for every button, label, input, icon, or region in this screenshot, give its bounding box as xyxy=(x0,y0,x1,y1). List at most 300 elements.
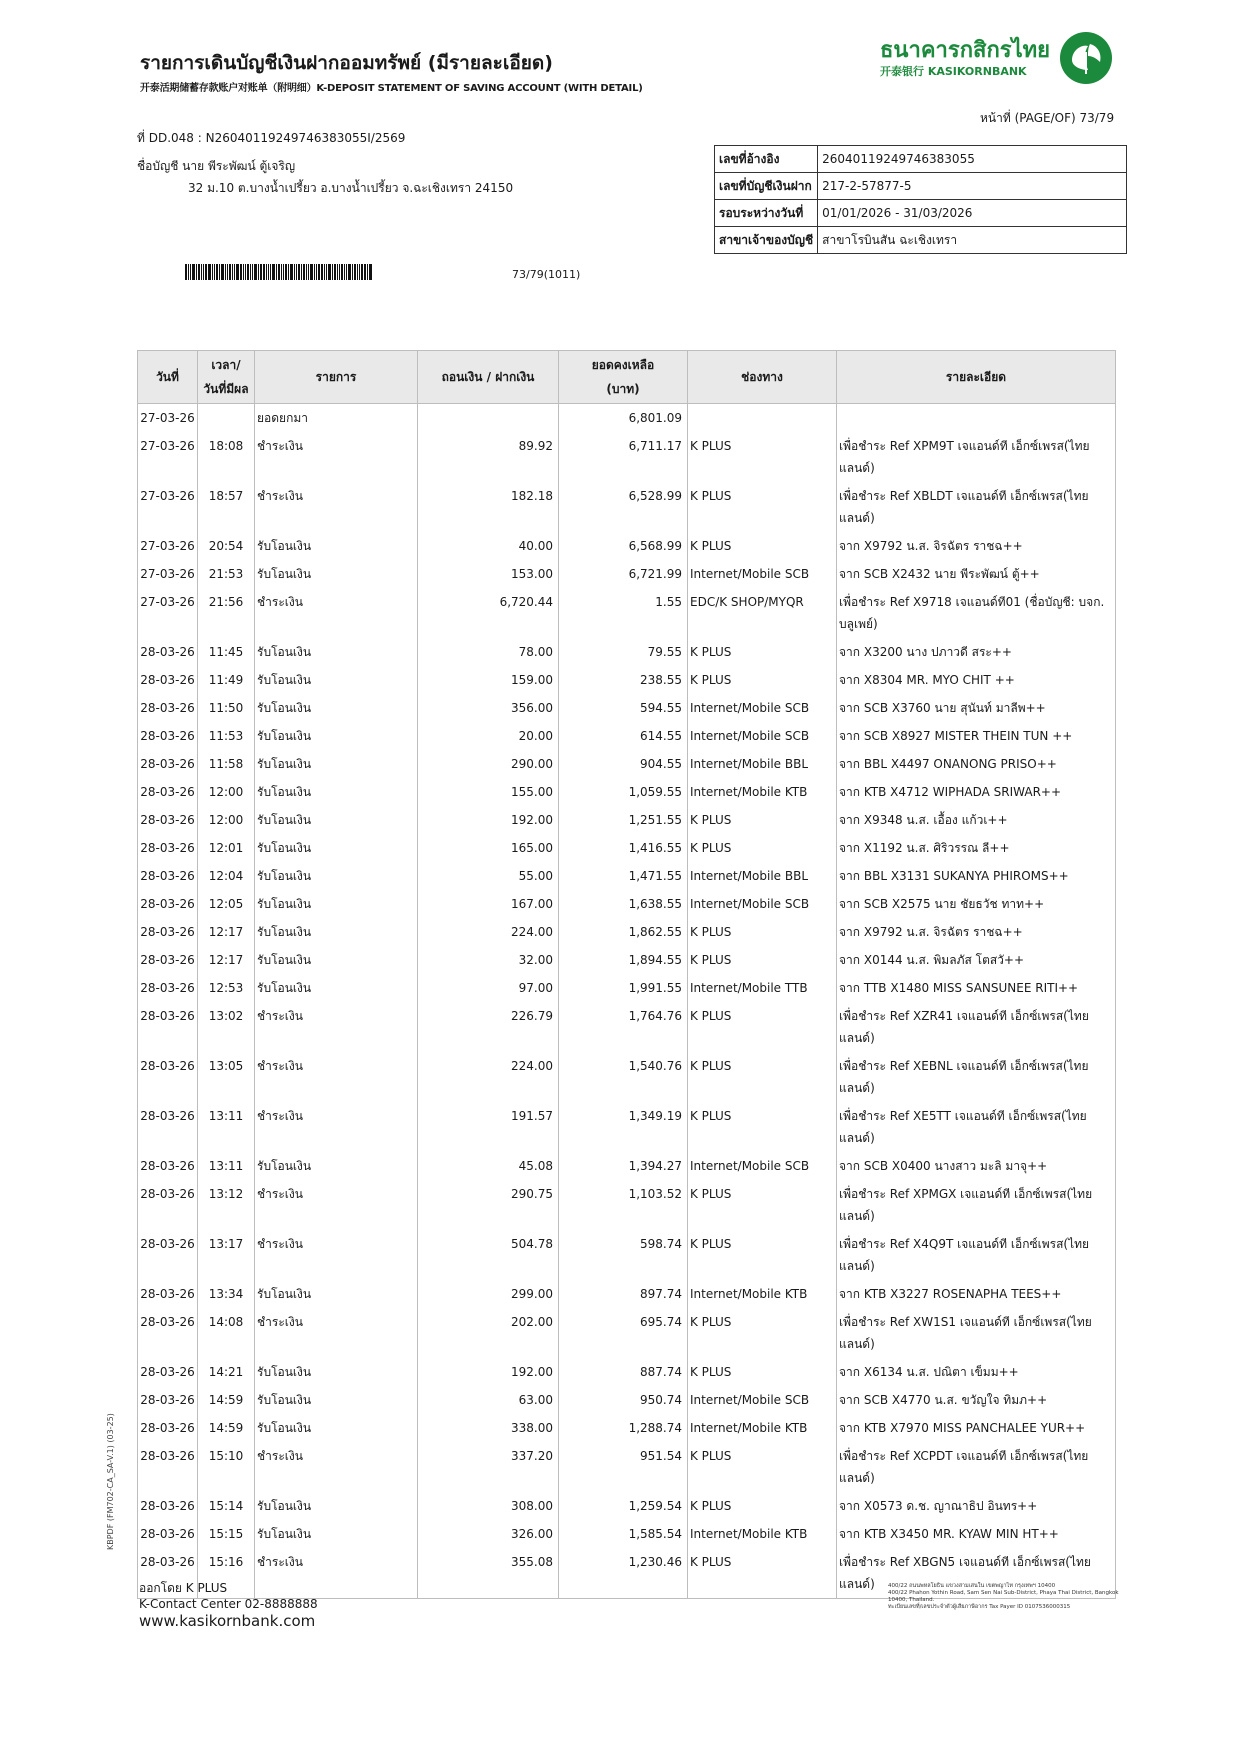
kbank-emblem-icon xyxy=(1058,30,1114,86)
table-row xyxy=(138,666,1116,694)
cell-description: ชำระเงิน xyxy=(255,1180,418,1230)
cell-channel: K PLUS xyxy=(688,806,837,834)
cell-detail: เพื่อชำระ Ref XZR41 เจแอนด์ที เอ็กซ์เพรส(ไทย แลนด์) xyxy=(837,1002,1116,1052)
cell-detail xyxy=(837,404,1116,433)
table-row xyxy=(138,946,1116,974)
cell-channel: Internet/Mobile SCB xyxy=(688,1386,837,1414)
cell-amount: 338.00 xyxy=(418,1414,559,1442)
cell-time: 15:14 xyxy=(198,1492,255,1520)
cell-description: รับโอนเงิน xyxy=(255,560,418,588)
cell-balance: 1,471.55 xyxy=(559,862,688,890)
cell-channel: Internet/Mobile TTB xyxy=(688,974,837,1002)
cell-date: 28-03-26 xyxy=(138,1414,198,1442)
cell-detail: จาก BBL X3131 SUKANYA PHIROMS++ xyxy=(837,862,1116,890)
cell-date: 28-03-26 xyxy=(138,638,198,666)
cell-detail: จาก X0573 ด.ช. ญาณาธิป อินทร++ xyxy=(837,1492,1116,1520)
cell-description: รับโอนเงิน xyxy=(255,1280,418,1308)
table-row xyxy=(138,1152,1116,1180)
table-row xyxy=(138,1358,1116,1386)
barcode-label: 73/79(1011) xyxy=(512,268,581,281)
info-value: สาขาโรบินสัน ฉะเชิงเทรา xyxy=(818,227,1127,254)
cell-description: รับโอนเงิน xyxy=(255,918,418,946)
cell-date: 28-03-26 xyxy=(138,666,198,694)
statement-title: รายการเดินบัญชีเงินฝากออมทรัพย์ (มีรายละเอียด) xyxy=(140,52,553,74)
cell-amount: 153.00 xyxy=(418,560,559,588)
cell-balance: 1,540.76 xyxy=(559,1052,688,1102)
cell-detail: เพื่อชำระ Ref X4Q9T เจแอนด์ที เอ็กซ์เพรส(ไทย แลนด์) xyxy=(837,1230,1116,1280)
cell-amount: 191.57 xyxy=(418,1102,559,1152)
cell-date: 28-03-26 xyxy=(138,1280,198,1308)
cell-amount: 159.00 xyxy=(418,666,559,694)
cell-balance: 695.74 xyxy=(559,1308,688,1358)
cell-channel: K PLUS xyxy=(688,1052,837,1102)
cell-channel: K PLUS xyxy=(688,918,837,946)
account-address: 32 ม.10 ต.บางน้ำเปรี้ยว อ.บางน้ำเปรี้ยว จ.ฉะเชิงเทรา 24150 xyxy=(188,181,514,195)
cell-channel: K PLUS xyxy=(688,946,837,974)
cell-balance: 1.55 xyxy=(559,588,688,638)
cell-amount: 6,720.44 xyxy=(418,588,559,638)
cell-detail: จาก SCB X0400 นางสาว มะลิ มาจุ++ xyxy=(837,1152,1116,1180)
cell-balance: 951.54 xyxy=(559,1442,688,1492)
cell-date: 28-03-26 xyxy=(138,974,198,1002)
cell-time: 13:17 xyxy=(198,1230,255,1280)
cell-amount: 192.00 xyxy=(418,1358,559,1386)
cell-balance: 1,991.55 xyxy=(559,974,688,1002)
cell-channel: Internet/Mobile SCB xyxy=(688,1152,837,1180)
cell-balance: 1,894.55 xyxy=(559,946,688,974)
cell-description: รับโอนเงิน xyxy=(255,750,418,778)
cell-description: ชำระเงิน xyxy=(255,588,418,638)
cell-detail: จาก KTB X7970 MISS PANCHALEE YUR++ xyxy=(837,1414,1116,1442)
cell-amount: 504.78 xyxy=(418,1230,559,1280)
cell-description: ชำระเงิน xyxy=(255,482,418,532)
cell-time: 15:15 xyxy=(198,1520,255,1548)
cell-time: 13:12 xyxy=(198,1180,255,1230)
cell-balance: 904.55 xyxy=(559,750,688,778)
table-row xyxy=(138,532,1116,560)
cell-amount: 40.00 xyxy=(418,532,559,560)
table-row xyxy=(138,1230,1116,1280)
table-row xyxy=(138,722,1116,750)
cell-balance: 1,230.46 xyxy=(559,1548,688,1599)
cell-date: 28-03-26 xyxy=(138,834,198,862)
cell-description: ชำระเงิน xyxy=(255,1002,418,1052)
cell-time: 12:17 xyxy=(198,918,255,946)
table-row xyxy=(138,482,1116,532)
cell-detail: จาก SCB X8927 MISTER THEIN TUN ++ xyxy=(837,722,1116,750)
transactions-table xyxy=(137,350,1116,1599)
table-row xyxy=(138,1386,1116,1414)
account-info-table xyxy=(714,145,1127,254)
info-value: 217-2-57877-5 xyxy=(818,173,1127,200)
bank-website-link[interactable]: www.kasikornbank.com xyxy=(139,1612,316,1630)
table-row xyxy=(138,588,1116,638)
cell-time: 14:08 xyxy=(198,1308,255,1358)
cell-amount: 182.18 xyxy=(418,482,559,532)
cell-detail: เพื่อชำระ Ref XE5TT เจแอนด์ที เอ็กซ์เพรส(ไทย แลนด์) xyxy=(837,1102,1116,1152)
cell-amount: 32.00 xyxy=(418,946,559,974)
cell-time: 12:01 xyxy=(198,834,255,862)
cell-description: รับโอนเงิน xyxy=(255,806,418,834)
cell-balance: 1,394.27 xyxy=(559,1152,688,1180)
cell-balance: 1,103.52 xyxy=(559,1180,688,1230)
issued-by xyxy=(139,1580,318,1612)
table-row xyxy=(138,890,1116,918)
info-row xyxy=(715,200,1127,227)
cell-detail: จาก X6134 น.ส. ปณิตา เข็มม++ xyxy=(837,1358,1116,1386)
cell-channel: K PLUS xyxy=(688,1102,837,1152)
cell-channel: Internet/Mobile BBL xyxy=(688,862,837,890)
cell-amount: 337.20 xyxy=(418,1442,559,1492)
cell-description: ชำระเงิน xyxy=(255,1102,418,1152)
cell-detail: จาก KTB X3227 ROSENAPHA TEES++ xyxy=(837,1280,1116,1308)
cell-channel: K PLUS xyxy=(688,834,837,862)
cell-balance: 1,349.19 xyxy=(559,1102,688,1152)
cell-detail: จาก X9792 น.ส. จิรฉัตร ราชฉ++ xyxy=(837,532,1116,560)
table-row xyxy=(138,834,1116,862)
cell-time: 18:57 xyxy=(198,482,255,532)
cell-balance: 594.55 xyxy=(559,694,688,722)
cell-date: 28-03-26 xyxy=(138,722,198,750)
cell-channel: K PLUS xyxy=(688,532,837,560)
cell-date: 27-03-26 xyxy=(138,432,198,482)
cell-balance: 1,259.54 xyxy=(559,1492,688,1520)
cell-description: ชำระเงิน xyxy=(255,1052,418,1102)
cell-time: 15:16 xyxy=(198,1548,255,1599)
info-label: เลขที่อ้างอิง xyxy=(715,146,818,173)
cell-time: 14:21 xyxy=(198,1358,255,1386)
cell-time: 12:04 xyxy=(198,862,255,890)
cell-channel: Internet/Mobile KTB xyxy=(688,778,837,806)
cell-detail: จาก X0144 น.ส. พิมลภัส โตสวั++ xyxy=(837,946,1116,974)
table-row xyxy=(138,806,1116,834)
cell-amount: 356.00 xyxy=(418,694,559,722)
cell-channel: K PLUS xyxy=(688,482,837,532)
cell-time: 21:56 xyxy=(198,588,255,638)
cell-date: 28-03-26 xyxy=(138,918,198,946)
table-row xyxy=(138,1002,1116,1052)
cell-time: 13:05 xyxy=(198,1052,255,1102)
cell-date: 28-03-26 xyxy=(138,1358,198,1386)
cell-detail: เพื่อชำระ Ref XW1S1 เจแอนด์ที เอ็กซ์เพรส(ไทย แลนด์) xyxy=(837,1308,1116,1358)
cell-date: 28-03-26 xyxy=(138,1102,198,1152)
cell-date: 28-03-26 xyxy=(138,1442,198,1492)
cell-date: 28-03-26 xyxy=(138,1052,198,1102)
cell-description: ชำระเงิน xyxy=(255,1230,418,1280)
table-row xyxy=(138,432,1116,482)
cell-balance: 238.55 xyxy=(559,666,688,694)
cell-description: รับโอนเงิน xyxy=(255,666,418,694)
account-name: ชื่อบัญชี นาย พีระพัฒน์ ตู้เจริญ xyxy=(137,159,296,173)
cell-time: 21:53 xyxy=(198,560,255,588)
cell-balance: 1,251.55 xyxy=(559,806,688,834)
col-header-description: รายการ xyxy=(255,351,418,404)
info-label: รอบระหว่างวันที่ xyxy=(715,200,818,227)
cell-balance: 6,711.17 xyxy=(559,432,688,482)
cell-description: รับโอนเงิน xyxy=(255,694,418,722)
table-row xyxy=(138,1280,1116,1308)
info-row xyxy=(715,227,1127,254)
cell-channel: Internet/Mobile BBL xyxy=(688,750,837,778)
cell-description: รับโอนเงิน xyxy=(255,778,418,806)
cell-channel: K PLUS xyxy=(688,1002,837,1052)
bank-name-english: 开泰银行 KASIKORNBANK xyxy=(880,65,1027,78)
cell-date: 28-03-26 xyxy=(138,1520,198,1548)
table-row xyxy=(138,1052,1116,1102)
table-row xyxy=(138,974,1116,1002)
col-header-detail: รายละเอียด xyxy=(837,351,1116,404)
cell-channel: K PLUS xyxy=(688,638,837,666)
cell-description: ชำระเงิน xyxy=(255,1442,418,1492)
cell-amount: 226.79 xyxy=(418,1002,559,1052)
cell-date: 28-03-26 xyxy=(138,1386,198,1414)
table-row xyxy=(138,1308,1116,1358)
issued-by-label: ออกโดย K PLUS xyxy=(139,1581,228,1595)
cell-amount: 20.00 xyxy=(418,722,559,750)
cell-balance: 1,585.54 xyxy=(559,1520,688,1548)
cell-amount xyxy=(418,404,559,433)
cell-date: 28-03-26 xyxy=(138,1180,198,1230)
cell-channel: K PLUS xyxy=(688,1548,837,1599)
cell-detail: จาก BBL X4497 ONANONG PRISO++ xyxy=(837,750,1116,778)
cell-date: 28-03-26 xyxy=(138,1548,198,1599)
bank-address-fineprint: 400/22 ถนนพหลโยธิน แขวงสามเสนใน เขตพญาไท กรุงเทพฯ 10400 400/22 Phahon Yothin Road, Sam Sen Nai Sub-District, Phaya Thai District, Bangkok 10400, Thailand. ทะเบียนเลขที่/เลขประจำตัวผู้เสียภาษีอากร Tax Payer ID 0107536000315 xyxy=(888,1583,1119,1610)
cell-time: 11:45 xyxy=(198,638,255,666)
cell-time: 11:49 xyxy=(198,666,255,694)
cell-date: 28-03-26 xyxy=(138,1152,198,1180)
cell-description: รับโอนเงิน xyxy=(255,1386,418,1414)
cell-description: รับโอนเงิน xyxy=(255,1492,418,1520)
cell-detail: จาก SCB X2432 นาย พีระพัฒน์ ตู้++ xyxy=(837,560,1116,588)
cell-date: 27-03-26 xyxy=(138,532,198,560)
cell-channel: K PLUS xyxy=(688,1492,837,1520)
cell-date: 28-03-26 xyxy=(138,778,198,806)
table-row xyxy=(138,1102,1116,1152)
cell-description: รับโอนเงิน xyxy=(255,1152,418,1180)
cell-amount: 290.00 xyxy=(418,750,559,778)
bank-logo xyxy=(880,30,1120,86)
cell-balance: 6,528.99 xyxy=(559,482,688,532)
cell-balance: 1,059.55 xyxy=(559,778,688,806)
cell-description: ชำระเงิน xyxy=(255,1548,418,1599)
cell-channel: Internet/Mobile KTB xyxy=(688,1520,837,1548)
table-header-row xyxy=(138,351,1116,404)
form-code: KBPDF (FM702-CA_SA-V.1) (03-25) xyxy=(106,1413,115,1550)
table-row xyxy=(138,918,1116,946)
cell-amount: 308.00 xyxy=(418,1492,559,1520)
cell-date: 28-03-26 xyxy=(138,946,198,974)
info-row xyxy=(715,173,1127,200)
cell-date: 27-03-26 xyxy=(138,588,198,638)
cell-balance: 887.74 xyxy=(559,1358,688,1386)
cell-channel: Internet/Mobile SCB xyxy=(688,722,837,750)
cell-date: 28-03-26 xyxy=(138,1492,198,1520)
cell-amount: 78.00 xyxy=(418,638,559,666)
table-row xyxy=(138,1520,1116,1548)
cell-amount: 355.08 xyxy=(418,1548,559,1599)
cell-balance: 6,801.09 xyxy=(559,404,688,433)
table-row xyxy=(138,560,1116,588)
cell-time: 13:11 xyxy=(198,1152,255,1180)
contact-center: K-Contact Center 02-8888888 xyxy=(139,1597,318,1611)
cell-time: 11:58 xyxy=(198,750,255,778)
table-row xyxy=(138,1414,1116,1442)
cell-detail: เพื่อชำระ Ref XBLDT เจแอนด์ที เอ็กซ์เพรส(ไทย แลนด์) xyxy=(837,482,1116,532)
cell-amount: 97.00 xyxy=(418,974,559,1002)
cell-description: รับโอนเงิน xyxy=(255,532,418,560)
table-row xyxy=(138,862,1116,890)
cell-balance: 1,416.55 xyxy=(559,834,688,862)
cell-amount: 224.00 xyxy=(418,918,559,946)
cell-balance: 1,638.55 xyxy=(559,890,688,918)
info-value: 26040119249746383055 xyxy=(818,146,1127,173)
cell-amount: 45.08 xyxy=(418,1152,559,1180)
bank-name-thai: ธนาคารกสิกรไทย xyxy=(880,38,1051,63)
cell-description: รับโอนเงิน xyxy=(255,890,418,918)
cell-amount: 192.00 xyxy=(418,806,559,834)
cell-detail: จาก X3200 นาง ปภาวดี สระ++ xyxy=(837,638,1116,666)
cell-amount: 202.00 xyxy=(418,1308,559,1358)
cell-description: ยอดยกมา xyxy=(255,404,418,433)
cell-time: 18:08 xyxy=(198,432,255,482)
cell-channel: Internet/Mobile SCB xyxy=(688,890,837,918)
cell-date: 27-03-26 xyxy=(138,404,198,433)
cell-date: 28-03-26 xyxy=(138,750,198,778)
cell-balance: 1,764.76 xyxy=(559,1002,688,1052)
cell-balance: 897.74 xyxy=(559,1280,688,1308)
cell-detail: จาก X1192 น.ส. ศิริวรรณ ลี++ xyxy=(837,834,1116,862)
cell-channel: K PLUS xyxy=(688,1230,837,1280)
cell-description: ชำระเงิน xyxy=(255,1308,418,1358)
cell-detail: เพื่อชำระ Ref XCPDT เจแอนด์ที เอ็กซ์เพรส(ไทย แลนด์) xyxy=(837,1442,1116,1492)
cell-description: รับโอนเงิน xyxy=(255,1414,418,1442)
cell-amount: 63.00 xyxy=(418,1386,559,1414)
table-row xyxy=(138,1180,1116,1230)
cell-date: 28-03-26 xyxy=(138,1230,198,1280)
cell-description: รับโอนเงิน xyxy=(255,974,418,1002)
cell-channel: K PLUS xyxy=(688,1180,837,1230)
col-header-balance: ยอดคงเหลือ (บาท) xyxy=(559,351,688,404)
cell-channel: Internet/Mobile SCB xyxy=(688,560,837,588)
cell-channel: K PLUS xyxy=(688,1442,837,1492)
cell-detail: จาก X9348 น.ส. เอื้อง แก้วเ++ xyxy=(837,806,1116,834)
cell-date: 28-03-26 xyxy=(138,1308,198,1358)
cell-time: 12:00 xyxy=(198,778,255,806)
cell-time xyxy=(198,404,255,433)
cell-channel: K PLUS xyxy=(688,1358,837,1386)
cell-time: 11:53 xyxy=(198,722,255,750)
cell-date: 28-03-26 xyxy=(138,862,198,890)
cell-channel: K PLUS xyxy=(688,1308,837,1358)
cell-time: 12:00 xyxy=(198,806,255,834)
table-row xyxy=(138,404,1116,433)
cell-detail: เพื่อชำระ Ref XEBNL เจแอนด์ที เอ็กซ์เพรส(ไทย แลนด์) xyxy=(837,1052,1116,1102)
info-row xyxy=(715,146,1127,173)
cell-date: 27-03-26 xyxy=(138,560,198,588)
cell-detail: จาก SCB X2575 นาย ชัยธวัช ทาท++ xyxy=(837,890,1116,918)
cell-amount: 155.00 xyxy=(418,778,559,806)
cell-channel: Internet/Mobile SCB xyxy=(688,694,837,722)
cell-amount: 224.00 xyxy=(418,1052,559,1102)
cell-time: 12:53 xyxy=(198,974,255,1002)
table-row xyxy=(138,1492,1116,1520)
cell-description: รับโอนเงิน xyxy=(255,1520,418,1548)
cell-balance: 950.74 xyxy=(559,1386,688,1414)
cell-amount: 89.92 xyxy=(418,432,559,482)
cell-detail: จาก SCB X4770 น.ส. ขวัญใจ ทิมภ++ xyxy=(837,1386,1116,1414)
cell-date: 28-03-26 xyxy=(138,890,198,918)
cell-channel: EDC/K SHOP/MYQR xyxy=(688,588,837,638)
cell-time: 11:50 xyxy=(198,694,255,722)
table-row xyxy=(138,778,1116,806)
cell-balance: 6,721.99 xyxy=(559,560,688,588)
document-reference: ที่ DD.048 : N26040119249746383055I/2569 xyxy=(137,131,406,145)
cell-detail: เพื่อชำระ Ref XPMGX เจแอนด์ที เอ็กซ์เพรส(ไทย แลนด์) xyxy=(837,1180,1116,1230)
cell-description: รับโอนเงิน xyxy=(255,862,418,890)
cell-time: 12:17 xyxy=(198,946,255,974)
cell-time: 13:02 xyxy=(198,1002,255,1052)
info-value: 01/01/2026 - 31/03/2026 xyxy=(818,200,1127,227)
cell-amount: 290.75 xyxy=(418,1180,559,1230)
cell-time: 14:59 xyxy=(198,1414,255,1442)
cell-detail: จาก TTB X1480 MISS SANSUNEE RITI++ xyxy=(837,974,1116,1002)
cell-time: 20:54 xyxy=(198,532,255,560)
cell-description: รับโอนเงิน xyxy=(255,834,418,862)
col-header-amount: ถอนเงิน / ฝากเงิน xyxy=(418,351,559,404)
cell-balance: 6,568.99 xyxy=(559,532,688,560)
cell-date: 28-03-26 xyxy=(138,1002,198,1052)
cell-description: ชำระเงิน xyxy=(255,432,418,482)
cell-detail: จาก X8304 MR. MYO CHIT ++ xyxy=(837,666,1116,694)
cell-balance: 1,862.55 xyxy=(559,918,688,946)
statement-subtitle: 开泰活期储蓄存款账户对账单（附明细）K-DEPOSIT STATEMENT OF SAVING ACCOUNT (WITH DETAIL) xyxy=(140,83,643,94)
cell-detail: เพื่อชำระ Ref X9718 เจแอนด์ที01 (ชื่อบัญชี: บจก. บลูเพย์) xyxy=(837,588,1116,638)
cell-time: 12:05 xyxy=(198,890,255,918)
table-row xyxy=(138,638,1116,666)
col-header-channel: ช่องทาง xyxy=(688,351,837,404)
info-label: สาขาเจ้าของบัญชี xyxy=(715,227,818,254)
table-row xyxy=(138,750,1116,778)
cell-detail: จาก KTB X4712 WIPHADA SRIWAR++ xyxy=(837,778,1116,806)
cell-amount: 167.00 xyxy=(418,890,559,918)
cell-time: 14:59 xyxy=(198,1386,255,1414)
cell-amount: 55.00 xyxy=(418,862,559,890)
cell-balance: 614.55 xyxy=(559,722,688,750)
cell-amount: 165.00 xyxy=(418,834,559,862)
cell-channel: Internet/Mobile KTB xyxy=(688,1280,837,1308)
cell-detail: จาก KTB X3450 MR. KYAW MIN HT++ xyxy=(837,1520,1116,1548)
cell-channel: Internet/Mobile KTB xyxy=(688,1414,837,1442)
cell-channel xyxy=(688,404,837,433)
cell-description: รับโอนเงิน xyxy=(255,946,418,974)
cell-channel: K PLUS xyxy=(688,666,837,694)
page-number: หน้าที่ (PAGE/OF) 73/79 xyxy=(980,111,1115,125)
cell-date: 27-03-26 xyxy=(138,482,198,532)
cell-channel: K PLUS xyxy=(688,432,837,482)
cell-balance: 598.74 xyxy=(559,1230,688,1280)
table-row xyxy=(138,694,1116,722)
cell-description: รับโอนเงิน xyxy=(255,638,418,666)
cell-detail: เพื่อชำระ Ref XPM9T เจแอนด์ที เอ็กซ์เพรส(ไทย แลนด์) xyxy=(837,432,1116,482)
cell-time: 15:10 xyxy=(198,1442,255,1492)
cell-date: 28-03-26 xyxy=(138,806,198,834)
cell-balance: 1,288.74 xyxy=(559,1414,688,1442)
cell-date: 28-03-26 xyxy=(138,694,198,722)
cell-amount: 326.00 xyxy=(418,1520,559,1548)
table-row xyxy=(138,1442,1116,1492)
barcode xyxy=(185,264,389,280)
cell-description: รับโอนเงิน xyxy=(255,1358,418,1386)
